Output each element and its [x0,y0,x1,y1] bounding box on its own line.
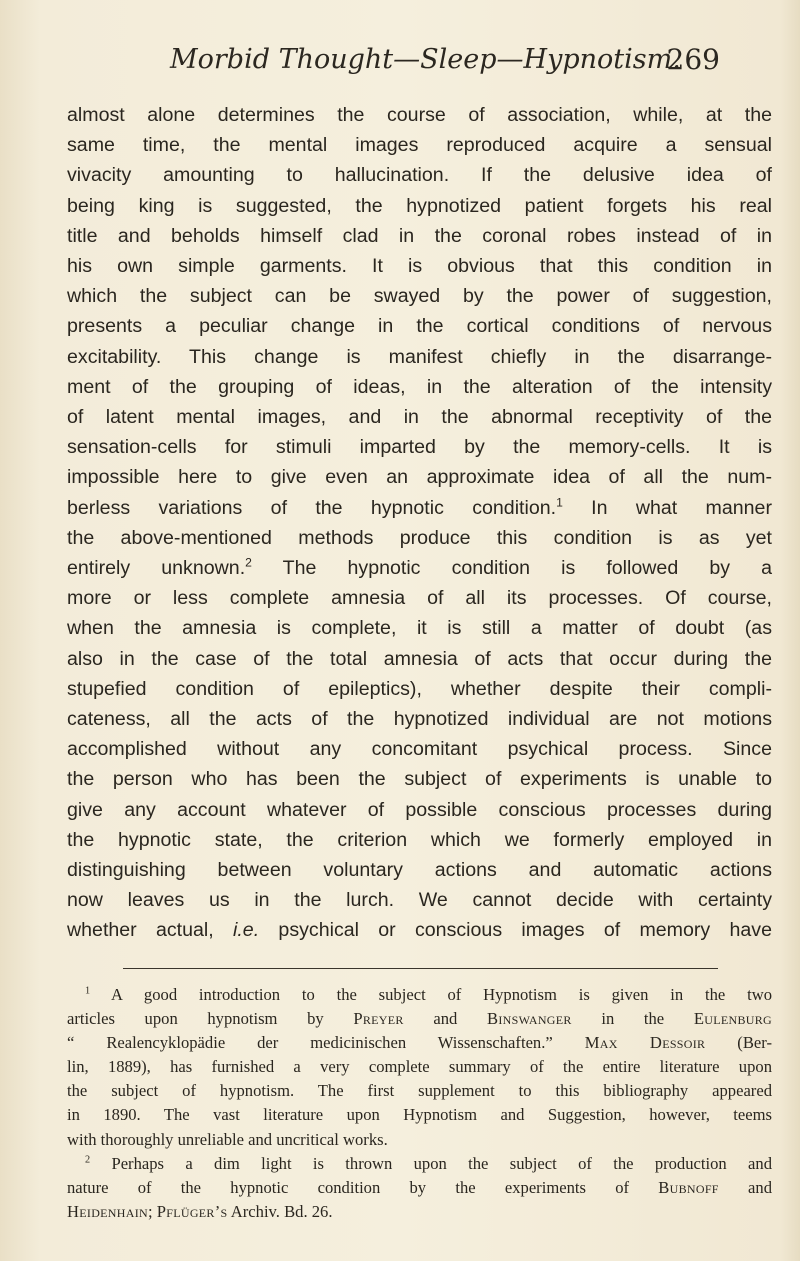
body-line: when the amnesia is complete, it is still a matter of doubt (as [67,617,772,640]
footnote-line: the subject of hypnotism. The first supplement to this bibliography appeared [67,1081,772,1101]
body-line: the person who has been the subject of experiments is unable to [67,768,772,791]
footnote-text: Perhaps a dim light is thrown upon the subject of the production and [90,1153,772,1173]
footnote-text: A good introduction to the subject of Hypnotism is given in the two [90,985,772,1004]
footnote-line [67,1176,772,1200]
footnote-line: in 1890. The vast literature upon Hypnotism and Suggestion, however, teems [67,1105,772,1125]
page-number: 269 [666,43,720,76]
body-line: the hypnotic state, the criterion which we formerly employed in [67,828,772,851]
footnote-text: “ Realencyklopädie der medicinischen Wissenschaften.” [67,1033,585,1053]
body-text [67,100,772,946]
body-line: vivacity amounting to hallucination. If the delusive idea of [67,164,772,187]
line-text: psychical or conscious images of memory have [259,919,772,942]
body-line: also in the case of the total amnesia of acts that occur during the [67,647,772,670]
body-line: cateness, all the acts of the hypnotized individual are not motions [67,708,772,731]
footnotes [67,983,772,1224]
italic-abbrev: i.e. [233,919,260,942]
footnote-text: articles upon hypnotism by [67,1009,354,1029]
body-line: distinguishing between voluntary actions and automatic actions [67,859,772,882]
body-line: impossible here to give even an approximate idea of all the num- [67,466,772,489]
footnote-text: Archiv. Bd. 26. [227,1201,333,1221]
body-line: stupefied condition of epileptics), whether despite their compli- [67,677,772,700]
line-text: In what manner [562,496,772,519]
line-text: berless variations of the hypnotic condition. [67,496,557,519]
body-line: being king is suggested, the hypnotized patient forgets his real [67,194,772,217]
footnote-text: nature of the hypnotic condition by the experiments of [67,1177,659,1197]
author-name: Heidenhain [67,1201,148,1221]
footnote-text: (Ber- [705,1033,772,1053]
footnote-line: lin, 1889), has furnished a very complete summary of the entire literature upon [67,1057,772,1077]
body-line: ment of the grouping of ideas, in the alteration of the intensity [67,375,772,398]
body-line [67,553,772,583]
footnote-line [67,1200,772,1224]
body-line: his own simple garments. It is obvious that this condition in [67,255,772,278]
body-line: more or less complete amnesia of all its processes. Of course, [67,587,772,610]
body-line: which the subject can be swayed by the power of suggestion, [67,285,772,308]
footnote-line [67,1007,772,1031]
footnote-1 [67,983,772,1007]
body-line: give any account whatever of possible conscious processes during [67,798,772,821]
body-line: accomplished without any concomitant psychical process. Since [67,738,772,761]
footnote-marker: 1 [85,985,91,997]
author-name: Preyer [353,1009,404,1029]
running-head-title: Morbid Thought—Sleep—Hypnotism. [170,44,681,75]
body-line: almost alone determines the course of association, while, at the [67,104,772,126]
author-name: Pflüger’s [156,1201,228,1221]
line-text: whether actual, [67,919,233,942]
footnote-text: ; [147,1201,157,1221]
footnote-marker: 2 [85,1154,91,1166]
footnote-ref-2[interactable]: 2 [245,555,252,570]
author-name: Binswanger [486,1009,572,1029]
body-line: now leaves us in the lurch. We cannot decide with certainty [67,889,772,912]
footnote-2 [67,1152,772,1176]
footnote-ref-1[interactable]: 1 [556,495,563,510]
footnote-rule [123,968,718,969]
body-line: excitability. This change is manifest chiefly in the disarrange- [67,345,772,368]
running-head [0,40,800,80]
author-name: Max Dessoir [584,1033,706,1053]
body-line: the above-mentioned methods produce this condition is as yet [67,526,772,549]
footnote-line: with thoroughly unreliable and uncritical works. [67,1129,388,1149]
body-line [67,915,772,945]
author-name: Bubnoff [658,1177,719,1197]
author-name: Eulenburg [693,1009,772,1029]
line-text: entirely unknown. [67,557,246,580]
line-text: The hypnotic condition is followed by a [251,557,773,580]
footnote-text: and [718,1177,772,1197]
body-line: sensation-cells for stimuli imparted by the memory-cells. It is [67,436,772,459]
footnote-line [67,1031,772,1055]
body-line: presents a peculiar change in the cortical conditions of nervous [67,315,772,338]
body-line: same time, the mental images reproduced acquire a sensual [67,134,772,157]
footnote-text: in the [571,1009,694,1029]
footnote-text: and [403,1009,487,1029]
body-line [67,493,772,523]
body-line: of latent mental images, and in the abnormal receptivity of the [67,406,772,429]
body-line: title and beholds himself clad in the coronal robes instead of in [67,224,772,247]
